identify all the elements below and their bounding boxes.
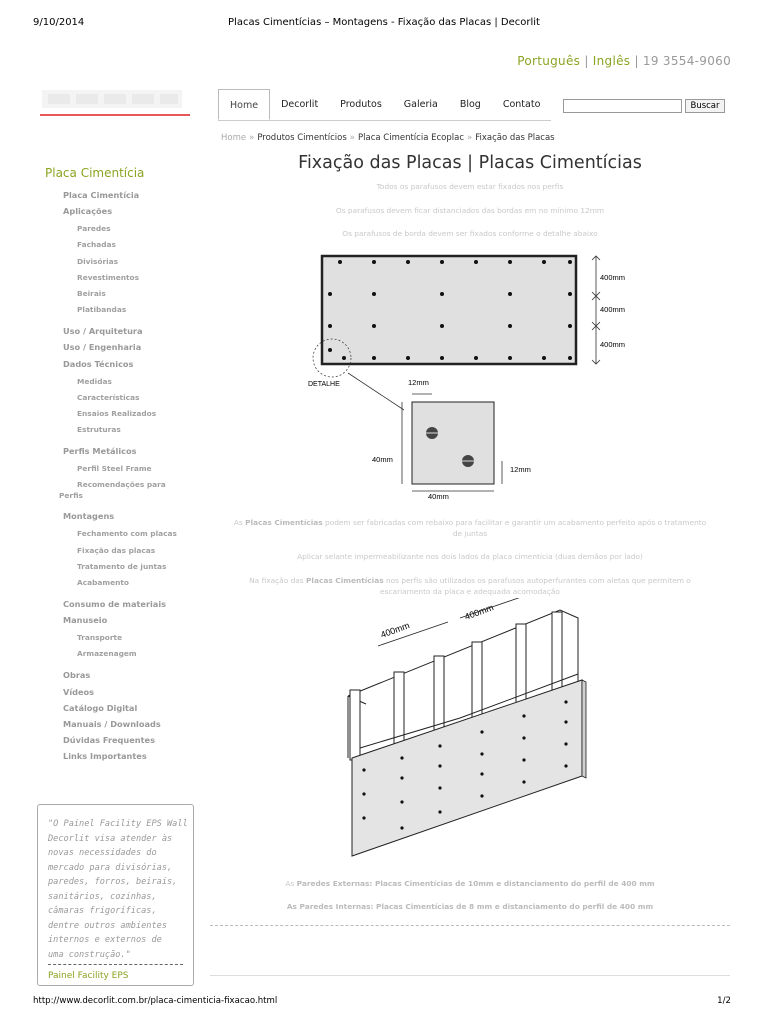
dim-400b: 400mm xyxy=(463,602,495,622)
quote-line: sanitários, cozinhas, xyxy=(48,891,157,902)
text-line: de juntas xyxy=(452,529,488,538)
search-input[interactable] xyxy=(563,99,682,113)
dim-right-1: 400mm xyxy=(600,273,626,282)
sidebar-item[interactable]: Divisórias xyxy=(77,256,119,266)
lang-portuguese-link[interactable]: Português xyxy=(517,54,581,68)
dim-right-2: 400mm xyxy=(600,305,626,314)
main-nav xyxy=(218,89,551,121)
sidebar-item[interactable]: Paredes xyxy=(77,224,111,234)
sidebar-item[interactable]: Fachadas xyxy=(77,240,116,250)
breadcrumb xyxy=(221,133,555,143)
text-line xyxy=(210,879,730,888)
text-part: As xyxy=(233,518,246,527)
dim-right: 12mm xyxy=(510,465,531,474)
print-url: http://www.decorlit.com.br/placa-cimenticia-fixacao.html xyxy=(33,996,278,1006)
breadcrumb-arrow: » xyxy=(467,133,473,143)
sidebar-item[interactable]: Manuais / Downloads xyxy=(63,719,161,729)
sidebar-item[interactable]: Perfis xyxy=(59,491,83,501)
sidebar-item[interactable]: Transporte xyxy=(77,633,123,643)
sidebar-item[interactable]: Ensaios Realizados xyxy=(77,409,157,418)
breadcrumb-ecoplac[interactable]: Placa Cimentícia Ecoplac xyxy=(358,133,464,143)
page-title: Fixação das Placas | Placas Cimentícias xyxy=(298,153,642,173)
sidebar-item[interactable]: Uso / Engenharia xyxy=(63,342,142,353)
sidebar-item[interactable]: Beirais xyxy=(77,289,106,298)
sidebar-item[interactable]: Montagens xyxy=(63,511,115,522)
breadcrumb-produtos[interactable]: Produtos Cimentícios xyxy=(257,133,347,143)
text-line xyxy=(210,518,730,527)
nav-galeria[interactable]: Galeria xyxy=(403,99,438,110)
sidebar-item[interactable]: Fechamento com placas xyxy=(77,529,177,539)
sidebar-item[interactable]: Medidas xyxy=(77,376,112,386)
painel-facility-link[interactable]: Painel Facility EPS xyxy=(48,971,129,981)
sidebar-item[interactable]: Recomendações para xyxy=(77,480,166,490)
sidebar-item[interactable]: Obras xyxy=(63,670,91,681)
sidebar-item[interactable]: Estruturas xyxy=(77,425,121,435)
text-part: podem ser fabricadas com rebaixo para facilitar e garantir um acabamento perfeito após o tratamento xyxy=(322,518,707,527)
nav-home[interactable]: Home xyxy=(218,89,270,120)
nav-blog[interactable]: Blog xyxy=(459,99,481,110)
sidebar-item[interactable]: Links Importantes xyxy=(63,751,147,762)
quote-line: internos e externos de xyxy=(48,935,162,945)
nav-decorlit[interactable]: Decorlit xyxy=(281,99,319,110)
sidebar-item[interactable]: Revestimentos xyxy=(77,272,139,282)
dim-top: 12mm xyxy=(408,378,429,387)
sidebar-item[interactable]: Manuseio xyxy=(63,615,108,626)
sidebar-title: Placa Cimentícia xyxy=(45,166,145,180)
sidebar-item[interactable]: Dúvidas Frequentes xyxy=(63,735,155,746)
text-bold: Placas Cimentícias xyxy=(245,518,323,527)
dim-bottom: 40mm xyxy=(428,492,449,501)
phone-number: 19 3554-9060 xyxy=(642,54,731,68)
text-line xyxy=(210,902,730,911)
quote-line: mercado para divisórias, xyxy=(48,862,173,873)
language-bar xyxy=(517,54,731,68)
sidebar-item[interactable]: Platibandas xyxy=(77,305,127,315)
sidebar-item[interactable]: Catálogo Digital xyxy=(63,702,138,713)
print-page: 1/2 xyxy=(717,996,731,1006)
nav-contato[interactable]: Contato xyxy=(502,99,541,110)
breadcrumb-arrow: » xyxy=(349,133,355,143)
text-line: escariamento da placa e adequada acomodação xyxy=(380,587,560,596)
screw-layout-diagram xyxy=(300,250,660,505)
quote-line: "O Painel Facility EPS Wall xyxy=(48,819,188,829)
sidebar-item[interactable]: Placa Cimentícia xyxy=(63,190,140,200)
sidebar-item[interactable]: Consumo de materiais xyxy=(63,599,167,609)
quote-text xyxy=(48,817,188,962)
quote-line: Decorlit visa atender às xyxy=(48,833,173,844)
dim-right-3: 400mm xyxy=(600,340,626,349)
decorlit-logo[interactable] xyxy=(40,88,190,118)
separator: | xyxy=(634,54,639,68)
search-button[interactable]: Buscar xyxy=(685,99,725,113)
text-line: Os parafusos de borda devem ser fixados conforme o detalhe abaixo xyxy=(342,229,598,238)
text-part: nos perfis são utilizados os parafusos autoperfurantes com aletas que permitem o xyxy=(383,576,691,585)
dim-400a: 400mm xyxy=(379,620,411,640)
sidebar-item[interactable]: Aplicações xyxy=(63,206,113,217)
sidebar-item[interactable]: Fixação das placas xyxy=(77,545,156,555)
sidebar-item[interactable]: Dados Técnicos xyxy=(63,358,134,369)
text-line xyxy=(210,576,730,585)
quote-line: uma construção." xyxy=(48,949,131,960)
text-bold: Paredes Externas: Placas Cimentícias de 10mm e distanciamento do perfil de 400 mm xyxy=(296,879,655,888)
sidebar-item[interactable]: Perfil Steel Frame xyxy=(77,464,152,474)
print-title: Placas Cimentícias – Montagens - Fixação das Placas | Decorlit xyxy=(228,17,540,28)
sidebar-item[interactable]: Uso / Arquitetura xyxy=(63,326,143,337)
divider xyxy=(210,975,730,976)
quote-line: novas necessidades do xyxy=(48,848,157,858)
sidebar-item[interactable]: Vídeos xyxy=(63,686,95,697)
text-part: As xyxy=(285,879,297,888)
sidebar-item[interactable]: Características xyxy=(77,392,140,402)
sidebar-item[interactable]: Perfis Metálicos xyxy=(63,446,137,457)
text-line: Todos os parafusos devem estar fixados nos perfis xyxy=(376,182,564,191)
text-bold: Placas Cimentícias xyxy=(306,576,384,585)
text-line: Aplicar selante impermeabilizante nos dois lados da placa cimentícia (duas demãos por lado) xyxy=(297,552,643,561)
divider xyxy=(210,925,730,926)
text-line: Os parafusos devem ficar distanciados das bordas em no mínimo 12mm xyxy=(335,206,605,215)
nav-produtos[interactable]: Produtos xyxy=(340,99,382,110)
text-part: Na fixação das xyxy=(249,576,307,585)
print-date: 9/10/2014 xyxy=(33,17,85,28)
quote-line: câmaras frigoríficas, xyxy=(48,906,157,916)
detail-label: DETALHE xyxy=(308,381,340,388)
sidebar-item[interactable]: Tratamento de juntas xyxy=(77,561,167,571)
sidebar-item[interactable]: Acabamento xyxy=(77,578,129,587)
breadcrumb-current: Fixação das Placas xyxy=(475,133,555,143)
separator: | xyxy=(584,54,589,68)
dim-left: 40mm xyxy=(372,455,393,464)
lang-english-link[interactable]: Inglês xyxy=(592,54,631,68)
breadcrumb-home[interactable]: Home xyxy=(221,133,247,143)
sidebar-item[interactable]: Armazenagem xyxy=(77,649,137,659)
quote-divider xyxy=(48,964,183,965)
steel-frame-diagram xyxy=(330,598,600,863)
breadcrumb-arrow: » xyxy=(249,133,255,143)
text-bold: As Paredes Internas: Placas Cimentícias de 8 mm e distanciamento do perfil de 400 mm xyxy=(286,902,654,911)
quote-line: paredes, forros, beirais, xyxy=(48,877,178,887)
quote-line: dentre outros ambientes xyxy=(48,920,167,931)
